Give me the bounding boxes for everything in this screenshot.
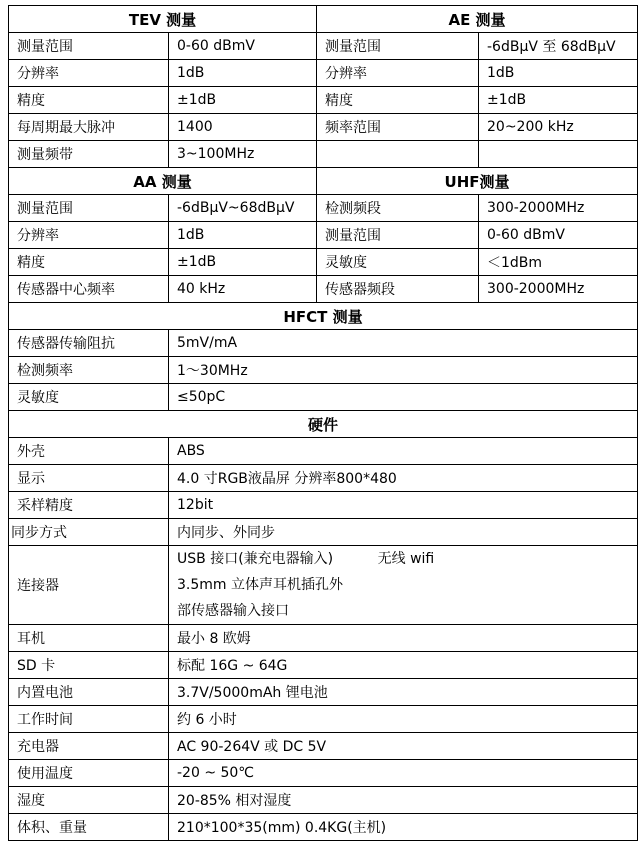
tev-label: 测量频带 <box>9 141 169 168</box>
uhf-value: 300-2000MHz <box>479 276 638 303</box>
tev-section-title: TEV 测量 <box>9 6 317 33</box>
table-row <box>9 652 638 679</box>
uhf-label: 检测频段 <box>317 195 479 222</box>
hardware-label: 湿度 <box>9 787 169 814</box>
ae-value: 1dB <box>479 60 638 87</box>
hardware-label: SD 卡 <box>9 652 169 679</box>
table-row <box>9 787 638 814</box>
aa-section-title: AA 测量 <box>9 168 317 195</box>
table-row <box>9 760 638 787</box>
table-row <box>9 814 638 841</box>
hardware-value: 12bit <box>169 492 638 519</box>
uhf-label: 传感器频段 <box>317 276 479 303</box>
ae-label: 频率范围 <box>317 114 479 141</box>
hardware-value: 标配 16G ~ 64G <box>169 652 638 679</box>
connector-line: USB 接口(兼充电器输入) 无线 wifi <box>177 551 435 567</box>
hardware-label: 使用温度 <box>9 760 169 787</box>
ae-label <box>317 141 479 168</box>
hfct-label: 灵敏度 <box>9 384 169 411</box>
hardware-value: -20 ~ 50℃ <box>169 760 638 787</box>
aa-label: 传感器中心频率 <box>9 276 169 303</box>
tev-label: 分辨率 <box>9 60 169 87</box>
table-row <box>9 222 638 249</box>
table-row <box>9 33 638 60</box>
ae-label: 分辨率 <box>317 60 479 87</box>
table-row <box>9 519 638 546</box>
spec-sheet <box>8 5 637 841</box>
hardware-value: 3.7V/5000mAh 锂电池 <box>169 679 638 706</box>
hardware-header-row <box>9 411 638 438</box>
table-row <box>9 276 638 303</box>
hardware-section-title: 硬件 <box>9 411 638 438</box>
aa-uhf-header-row <box>9 168 638 195</box>
hfct-value: 1～30MHz <box>169 357 638 384</box>
tev-label: 精度 <box>9 87 169 114</box>
ae-label: 测量范围 <box>317 33 479 60</box>
uhf-label: 测量范围 <box>317 222 479 249</box>
hardware-label: 外壳 <box>9 438 169 465</box>
aa-value: -6dBμV~68dBμV <box>169 195 317 222</box>
table-row <box>9 141 638 168</box>
ae-value: 20~200 kHz <box>479 114 638 141</box>
aa-value: 40 kHz <box>169 276 317 303</box>
ae-section-title: AE 测量 <box>317 6 638 33</box>
hardware-value: 4.0 寸RGB液晶屏 分辨率800*480 <box>169 465 638 492</box>
hardware-label: 显示 <box>9 465 169 492</box>
uhf-value: 300-2000MHz <box>479 195 638 222</box>
hfct-value: 5mV/mA <box>169 330 638 357</box>
ae-label: 精度 <box>317 87 479 114</box>
hardware-label: 工作时间 <box>9 706 169 733</box>
hfct-header-row <box>9 303 638 330</box>
hardware-value: ABS <box>169 438 638 465</box>
ae-value <box>479 141 638 168</box>
table-row <box>9 357 638 384</box>
aa-value: 1dB <box>169 222 317 249</box>
hardware-label: 充电器 <box>9 733 169 760</box>
uhf-value: 0-60 dBmV <box>479 222 638 249</box>
connector-label: 连接器 <box>9 546 169 625</box>
ae-value: -6dBμV 至 68dBμV <box>479 33 638 60</box>
uhf-value: ＜1dBm <box>479 249 638 276</box>
hardware-value: 内同步、外同步 <box>169 519 638 546</box>
hfct-label: 检测频率 <box>9 357 169 384</box>
table-row <box>9 492 638 519</box>
tev-ae-header-row <box>9 6 638 33</box>
table-row <box>9 195 638 222</box>
table-row-connector <box>9 546 638 625</box>
table-row <box>9 114 638 141</box>
aa-label: 测量范围 <box>9 195 169 222</box>
aa-label: 精度 <box>9 249 169 276</box>
table-row <box>9 679 638 706</box>
table-row <box>9 384 638 411</box>
hfct-section-title: HFCT 测量 <box>9 303 638 330</box>
tev-label: 测量范围 <box>9 33 169 60</box>
tev-value: 0-60 dBmV <box>169 33 317 60</box>
aa-label: 分辨率 <box>9 222 169 249</box>
hardware-value: 约 6 小时 <box>169 706 638 733</box>
hardware-value: 210*100*35(mm) 0.4KG(主机) <box>169 814 638 841</box>
table-row <box>9 706 638 733</box>
table-row <box>9 330 638 357</box>
hardware-label: 耳机 <box>9 625 169 652</box>
uhf-label: 灵敏度 <box>317 249 479 276</box>
spec-table <box>8 5 638 841</box>
hardware-label: 采样精度 <box>9 492 169 519</box>
connector-line: 3.5mm 立体声耳机插孔外 <box>177 577 343 593</box>
hardware-value: 20-85% 相对湿度 <box>169 787 638 814</box>
tev-value: 1dB <box>169 60 317 87</box>
tev-value: ±1dB <box>169 87 317 114</box>
tev-value: 1400 <box>169 114 317 141</box>
hardware-label: 同步方式 <box>9 519 169 546</box>
connector-line: 部传感器输入接口 <box>177 603 289 619</box>
uhf-section-title: UHF测量 <box>317 168 638 195</box>
ae-value: ±1dB <box>479 87 638 114</box>
hardware-value: 最小 8 欧姆 <box>169 625 638 652</box>
tev-label: 每周期最大脉冲 <box>9 114 169 141</box>
hardware-label: 内置电池 <box>9 679 169 706</box>
hfct-value: ≤50pC <box>169 384 638 411</box>
table-row <box>9 60 638 87</box>
tev-value: 3~100MHz <box>169 141 317 168</box>
connector-value <box>169 546 638 625</box>
hfct-label: 传感器传输阻抗 <box>9 330 169 357</box>
table-row <box>9 87 638 114</box>
table-row <box>9 733 638 760</box>
hardware-label: 体积、重量 <box>9 814 169 841</box>
table-row <box>9 249 638 276</box>
table-row <box>9 465 638 492</box>
hardware-value: AC 90-264V 或 DC 5V <box>169 733 638 760</box>
table-row <box>9 625 638 652</box>
table-row <box>9 438 638 465</box>
aa-value: ±1dB <box>169 249 317 276</box>
